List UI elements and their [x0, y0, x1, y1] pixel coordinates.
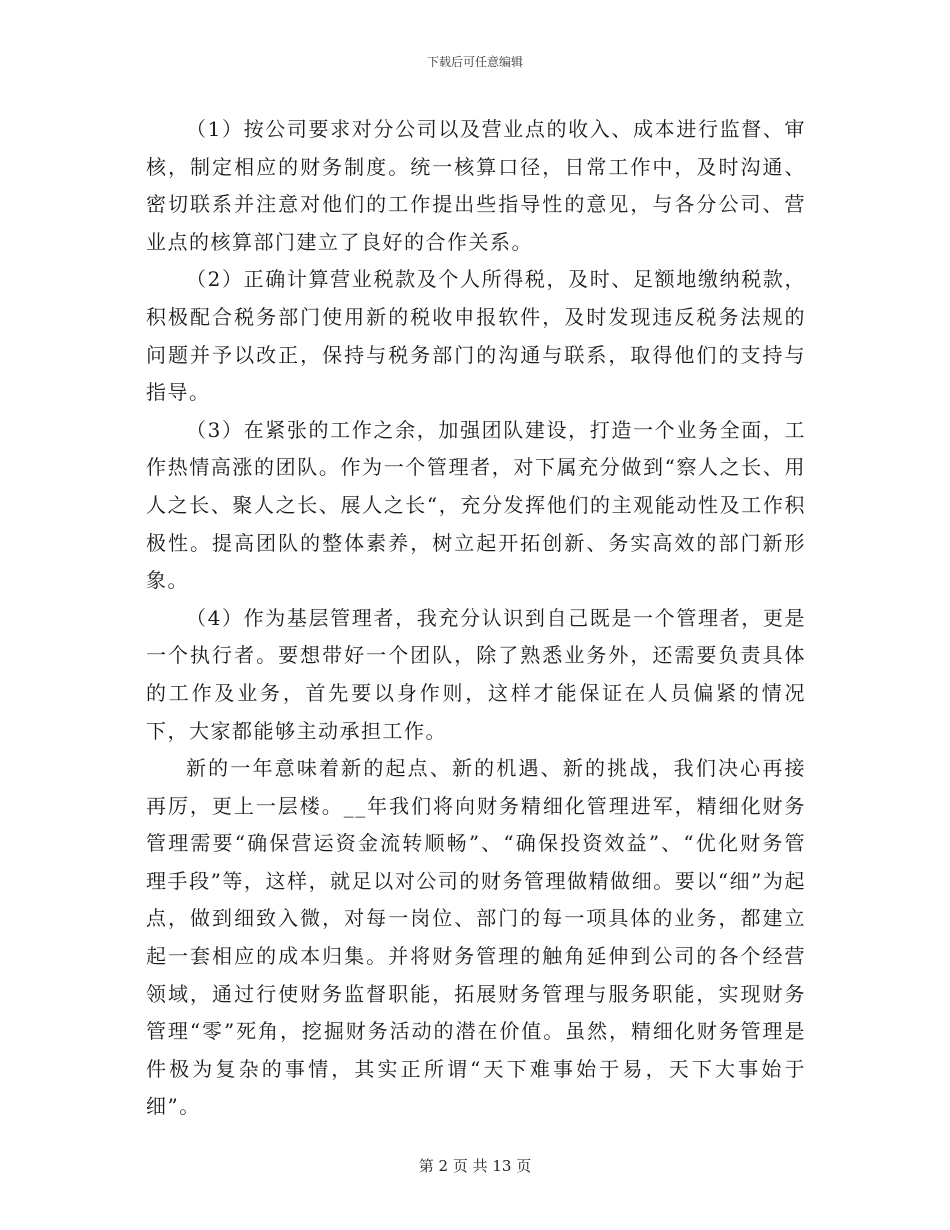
- page-header: 下载后可任意编辑: [426, 55, 523, 69]
- paragraph-item-3: （3）在紧张的工作之余，加强团队建设，打造一个业务全面，工作热情高涨的团队。作为一个管理者，对下属充分做到“察人之长、用人之长、聚人之长、展人之长“，充分发挥他们的主观能动性及工作积极性。提高团队的整体素养，树立起开拓创新、务实高效的部门新形象。: [146, 417, 806, 593]
- paragraph-item-2: （2）正确计算营业税款及个人所得税，及时、足额地缴纳税款，积极配合税务部门使用新的税收申报软件，及时发现违反税务法规的问题并予以改正，保持与税务部门的沟通与联系，取得他们的支持与指导。: [146, 267, 806, 405]
- document-body: [146, 111, 806, 1126]
- page-number: 第 2 页 共 13 页: [418, 1157, 532, 1175]
- paragraph-summary: 新的一年意味着新的起点、新的机遇、新的挑战，我们决心再接再厉，更上一层楼。__年我们将向财务精细化管理进军，精细化财务管理需要“确保营运资金流转顺畅”、“确保投资效益”、“优化财务管理手段”等，这样，就足以对公司的财务管理做精做细。要以“细”为起点，做到细致入微，对每一岗位、部门的每一项具体的业务，都建立起一套相应的成本归集。并将财务管理的触角延伸到公司的各个经营领域，通过行使财务监督职能，拓展财务管理与服务职能，实现财务管理“零”死角，挖掘财务活动的潜在价值。虽然，精细化财务管理是件极为复杂的事情，其实正所谓“天下难事始于易，天下大事始于细”。: [146, 756, 806, 1119]
- paragraph-item-1: （1）按公司要求对分公司以及营业点的收入、成本进行监督、审核，制定相应的财务制度。统一核算口径，日常工作中，及时沟通、密切联系并注意对他们的工作提出些指导性的意见，与各分公司、营业点的核算部门建立了良好的合作关系。: [146, 117, 806, 254]
- paragraph-item-4: （4）作为基层管理者，我充分认识到自己既是一个管理者，更是一个执行者。要想带好一个团队，除了熟悉业务外，还需要负责具体的工作及业务，首先要以身作则，这样才能保证在人员偏紧的情况下，大家都能够主动承担工作。: [146, 605, 806, 743]
